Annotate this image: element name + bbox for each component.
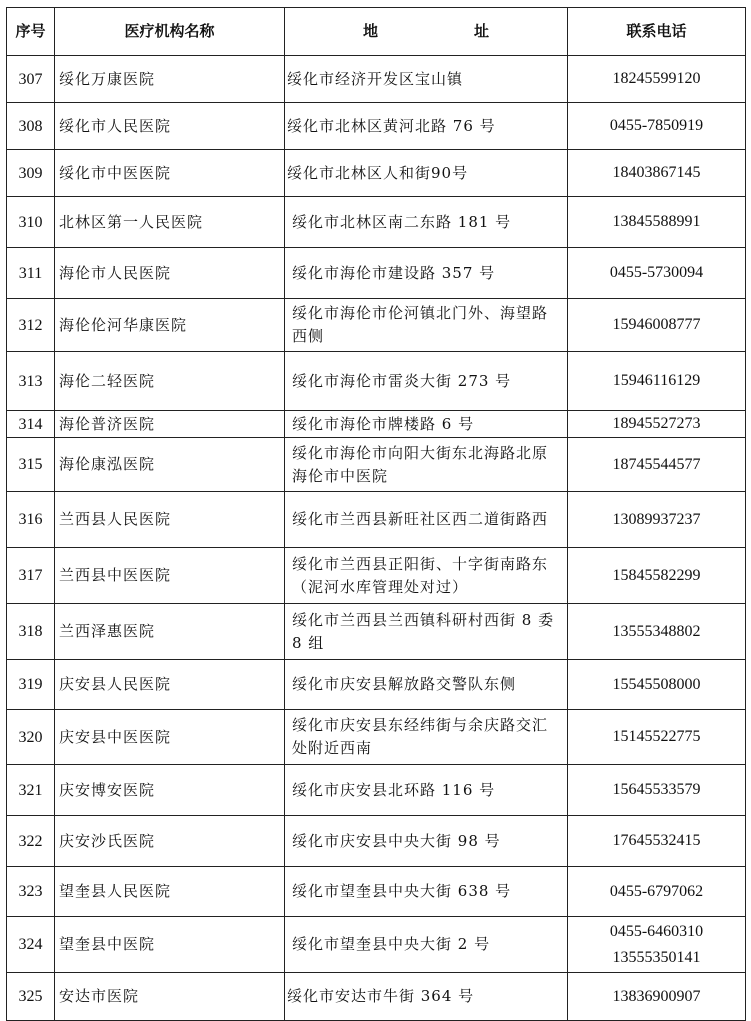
row-number: 314 [7, 411, 55, 438]
table-row [7, 548, 746, 604]
row-number: 313 [7, 352, 55, 411]
phone-line: 13089937237 [612, 510, 701, 528]
phone-number [568, 248, 746, 299]
phone-line: 0455-5730094 [609, 264, 704, 281]
phone-number [568, 604, 746, 660]
table-row [7, 710, 746, 765]
header-name: 医疗机构名称 [55, 8, 285, 56]
phone-number [568, 197, 746, 248]
phone-line: 0455-6460310 [609, 922, 704, 940]
institution-name: 望奎县人民医院 [55, 867, 285, 917]
table-row [7, 56, 746, 103]
row-number: 321 [7, 765, 55, 816]
phone-line: 18245599120 [612, 70, 701, 87]
institution-address: 绥化市海伦市伦河镇北门外、海望路西侧 [285, 299, 568, 352]
phone-line: 18403867145 [612, 164, 701, 181]
row-number: 310 [7, 197, 55, 248]
header-no: 序号 [7, 8, 55, 56]
row-number: 324 [7, 917, 55, 973]
phone-line: 15946116129 [612, 372, 701, 389]
phone-number [568, 150, 746, 197]
row-number: 319 [7, 660, 55, 710]
phone-line: 0455-6797062 [609, 882, 704, 900]
phone-number [568, 917, 746, 973]
table-row [7, 103, 746, 150]
phone-line: 17645532415 [612, 832, 701, 849]
phone-number [568, 816, 746, 867]
institution-name: 绥化市人民医院 [55, 103, 285, 150]
table-row [7, 765, 746, 816]
institution-name: 安达市医院 [55, 973, 285, 1021]
phone-line: 15946008777 [612, 316, 701, 333]
row-number: 315 [7, 438, 55, 492]
phone-number [568, 492, 746, 548]
phone-number [568, 103, 746, 150]
institution-address: 绥化市庆安县北环路 116 号 [285, 765, 568, 816]
phone-line: 15845582299 [612, 566, 701, 584]
phone-line: 15545508000 [612, 675, 701, 693]
institution-address: 绥化市海伦市向阳大街东北海路北原海伦市中医院 [285, 438, 568, 492]
phone-number [568, 867, 746, 917]
row-number: 307 [7, 56, 55, 103]
table-row [7, 867, 746, 917]
phone-line: 18945527273 [612, 415, 701, 432]
institution-address: 绥化市经济开发区宝山镇 [285, 56, 568, 103]
header-address [285, 8, 568, 56]
phone-line: 15145522775 [612, 728, 701, 745]
institution-name: 海伦二轻医院 [55, 352, 285, 411]
institution-address: 绥化市北林区人和街90号 [285, 150, 568, 197]
header-row [7, 8, 746, 56]
table-row [7, 660, 746, 710]
institution-address: 绥化市海伦市雷炎大街 273 号 [285, 352, 568, 411]
institution-name: 海伦伦河华康医院 [55, 299, 285, 352]
phone-number [568, 56, 746, 103]
row-number: 320 [7, 710, 55, 765]
institution-address: 绥化市望奎县中央大街 638 号 [285, 867, 568, 917]
phone-number [568, 765, 746, 816]
institution-address: 绥化市北林区黄河北路 76 号 [285, 103, 568, 150]
row-number: 322 [7, 816, 55, 867]
institution-name: 庆安博安医院 [55, 765, 285, 816]
header-address-right: 址 [474, 22, 490, 40]
phone-line: 13845588991 [612, 213, 701, 230]
header-tel: 联系电话 [568, 8, 746, 56]
row-number: 316 [7, 492, 55, 548]
institution-name: 庆安县人民医院 [55, 660, 285, 710]
table-row [7, 352, 746, 411]
phone-number [568, 352, 746, 411]
institution-name: 兰西泽惠医院 [55, 604, 285, 660]
phone-line: 13836900907 [612, 987, 701, 1005]
institution-name: 北林区第一人民医院 [55, 197, 285, 248]
row-number: 309 [7, 150, 55, 197]
hospital-table [6, 7, 746, 1021]
phone-number [568, 548, 746, 604]
institution-name: 庆安县中医医院 [55, 710, 285, 765]
institution-address: 绥化市兰西县兰西镇科研村西街 8 委 8 组 [285, 604, 568, 660]
row-number: 308 [7, 103, 55, 150]
row-number: 323 [7, 867, 55, 917]
table-row [7, 604, 746, 660]
header-address-left: 地 [362, 22, 378, 40]
institution-address: 绥化市海伦市建设路 357 号 [285, 248, 568, 299]
row-number: 311 [7, 248, 55, 299]
phone-number [568, 710, 746, 765]
institution-name: 兰西县人民医院 [55, 492, 285, 548]
phone-line: 18745544577 [612, 455, 701, 473]
institution-name: 庆安沙氏医院 [55, 816, 285, 867]
table-row [7, 411, 746, 438]
table-row [7, 150, 746, 197]
institution-address: 绥化市安达市牛街 364 号 [285, 973, 568, 1021]
row-number: 312 [7, 299, 55, 352]
institution-address: 绥化市庆安县东经纬街与余庆路交汇处附近西南 [285, 710, 568, 765]
institution-address: 绥化市望奎县中央大街 2 号 [285, 917, 568, 973]
institution-name: 绥化市中医医院 [55, 150, 285, 197]
institution-name: 海伦康泓医院 [55, 438, 285, 492]
phone-number [568, 660, 746, 710]
table-row [7, 492, 746, 548]
institution-name: 绥化万康医院 [55, 56, 285, 103]
phone-number [568, 438, 746, 492]
table-row [7, 917, 746, 973]
table-row [7, 816, 746, 867]
institution-address: 绥化市兰西县正阳街、十字街南路东（泥河水库管理处对过） [285, 548, 568, 604]
row-number: 325 [7, 973, 55, 1021]
phone-line: 0455-7850919 [609, 117, 704, 134]
institution-address: 绥化市庆安县中央大街 98 号 [285, 816, 568, 867]
institution-address: 绥化市北林区南二东路 181 号 [285, 197, 568, 248]
institution-name: 海伦普济医院 [55, 411, 285, 438]
table-row [7, 299, 746, 352]
table-row [7, 973, 746, 1021]
row-number: 318 [7, 604, 55, 660]
phone-line: 13555350141 [612, 948, 701, 966]
table-row [7, 248, 746, 299]
institution-address: 绥化市庆安县解放路交警队东侧 [285, 660, 568, 710]
institution-name: 海伦市人民医院 [55, 248, 285, 299]
table-row [7, 197, 746, 248]
phone-number [568, 411, 746, 438]
phone-number [568, 973, 746, 1021]
phone-line: 13555348802 [612, 622, 701, 640]
phone-line: 15645533579 [612, 781, 701, 798]
table-row [7, 438, 746, 492]
phone-number [568, 299, 746, 352]
row-number: 317 [7, 548, 55, 604]
institution-address: 绥化市海伦市牌楼路 6 号 [285, 411, 568, 438]
institution-name: 望奎县中医院 [55, 917, 285, 973]
institution-name: 兰西县中医医院 [55, 548, 285, 604]
institution-address: 绥化市兰西县新旺社区西二道街路西 [285, 492, 568, 548]
